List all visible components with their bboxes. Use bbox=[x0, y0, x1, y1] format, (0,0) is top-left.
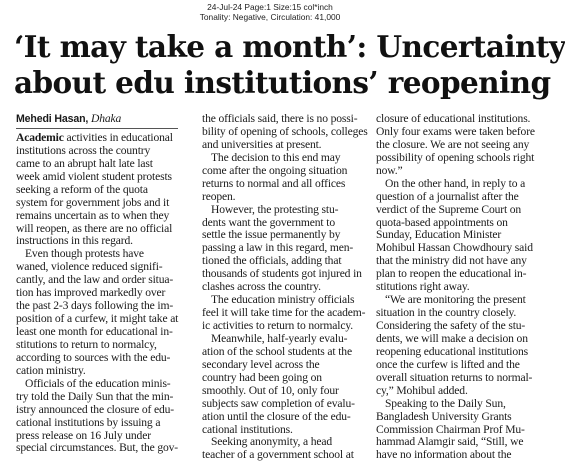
article-line: subjects saw completion of evalu- bbox=[202, 396, 355, 410]
article-line: try told the Daily Sun that the min- bbox=[16, 389, 174, 403]
headline-line-2: about edu institutions’ reopening bbox=[14, 65, 551, 100]
article-line: possibility of opening schools right bbox=[376, 150, 535, 164]
article-line: stitutions to return to normalcy, bbox=[16, 337, 157, 351]
article-line: hammad Alamgir said, “Still, we bbox=[376, 435, 524, 449]
article-line: the closure. We are not seeing any bbox=[376, 137, 530, 151]
article-line: bility of opening of schools, colleges bbox=[202, 124, 368, 138]
clipping-meta-date-size: 24-Jul-24 Page:1 Size:15 col*inch bbox=[207, 2, 333, 12]
byline-author: Mehedi Hasan, bbox=[16, 113, 89, 125]
article-line: Speaking to the Daily Sun, bbox=[385, 396, 506, 410]
article-line: Sunday, Education Minister bbox=[376, 228, 502, 242]
article-column-2 bbox=[202, 113, 370, 462]
article-column-3 bbox=[376, 113, 544, 462]
article-line: “We are monitoring the present bbox=[385, 293, 526, 307]
article-line: istry announced the closure of edu- bbox=[16, 402, 174, 416]
article-line: The decision to this end may bbox=[211, 150, 341, 164]
article-line: cation ministry. bbox=[16, 363, 86, 377]
article-line: cational institutions by issuing a bbox=[16, 415, 161, 429]
article-line: that the ministry did not have any bbox=[376, 254, 527, 268]
article-line: have no information about the bbox=[376, 448, 512, 462]
article-line: come after the ongoing situation bbox=[202, 163, 348, 177]
article-line: institutions across the country bbox=[16, 143, 151, 157]
article-line: closure of educational institutions. bbox=[376, 112, 531, 125]
article-line: Commission Chairman Prof Mu- bbox=[376, 422, 525, 436]
article-line bbox=[16, 132, 184, 145]
article-line: teacher of a government school at bbox=[202, 448, 354, 462]
article-line: waned, violence reduced signifi- bbox=[16, 260, 163, 274]
article-line: passing a law in this regard, men- bbox=[202, 241, 354, 255]
article-line: press release on 16 July under bbox=[16, 428, 151, 442]
article-line: Officials of the education minis- bbox=[25, 376, 171, 390]
article-line: dents want the government to bbox=[202, 215, 335, 229]
article-line: ation of the school students at the bbox=[202, 344, 352, 358]
article-line: feel it will take time for the academ- bbox=[202, 306, 366, 320]
article-line: cy,” Mohibul added. bbox=[376, 383, 468, 397]
article-line: Bangladesh University Grants bbox=[376, 409, 512, 423]
byline bbox=[16, 113, 184, 126]
article-line: Even though protests have bbox=[25, 247, 144, 261]
article-line-text: activities in educational bbox=[66, 130, 173, 144]
article-line: instructions in this regard. bbox=[16, 234, 133, 248]
article-line: tioned the officials, adding that bbox=[202, 254, 342, 268]
article-line: week amid violent student protests bbox=[16, 169, 172, 183]
headline-line-1: ‘It may take a month’: Uncertainty bbox=[14, 29, 565, 64]
article-line: situation in the country closely. bbox=[376, 306, 517, 320]
article-line: Seeking anonymity, a head bbox=[211, 435, 333, 449]
article-line: Mohibul Hassan Chowdhoury said bbox=[376, 241, 533, 255]
article-body bbox=[16, 112, 535, 462]
article-line: reopen. bbox=[202, 189, 236, 203]
article-line: thousands of students got injured in bbox=[202, 267, 362, 281]
article-line: special circumstances. But, the gov- bbox=[16, 441, 179, 455]
lead-word: Academic bbox=[16, 130, 64, 144]
article-line: the past 2-3 days following the im- bbox=[16, 299, 174, 313]
article-line: Considering the safety of the stu- bbox=[376, 319, 526, 332]
article-line: stitutions right away. bbox=[376, 280, 470, 294]
article-line: quota-based appointments on bbox=[376, 215, 508, 229]
article-line: position of a curfew, it might take at bbox=[16, 312, 179, 326]
article-line: However, the protesting stu- bbox=[211, 202, 339, 216]
article-line: settle the issue permanently by bbox=[202, 228, 341, 242]
article-line: secondary level across the bbox=[202, 357, 320, 371]
article-line: and universities at present. bbox=[202, 137, 322, 151]
article-line: seeking a reform of the quota bbox=[16, 182, 148, 196]
article-line: now.” bbox=[376, 163, 403, 177]
article-line: once the curfew is lifted and the bbox=[376, 357, 520, 371]
byline-city: Dhaka bbox=[90, 112, 122, 125]
article-line: system for government jobs and it bbox=[16, 195, 170, 209]
article-line: reopening educational institutions bbox=[376, 344, 529, 358]
article-line: will reopen, as there are no official bbox=[16, 221, 173, 235]
article-line: Meanwhile, half-yearly evalu- bbox=[211, 331, 348, 345]
article-line: plan to reopen the educational in- bbox=[376, 267, 527, 281]
article-line: clashes across the country. bbox=[202, 280, 321, 294]
article-line: smoothly. Out of 10, only four bbox=[202, 383, 339, 397]
article-line: cantly, and the law and order situa- bbox=[16, 273, 174, 287]
article-line: returns to normal and all offices bbox=[202, 176, 346, 190]
article-line: dents, we will make a decision on bbox=[376, 331, 528, 345]
article-line: cational institutions. bbox=[202, 422, 293, 436]
article-line: country had been going on bbox=[202, 370, 322, 384]
article-line: question of a journalist after the bbox=[376, 189, 519, 203]
article-line: overall situation returns to normal- bbox=[376, 370, 533, 384]
article-line: ation until the closure of the edu- bbox=[202, 409, 351, 423]
article-column-1 bbox=[16, 113, 184, 455]
article-line: The education ministry officials bbox=[211, 293, 355, 307]
article-line: came to an abrupt halt late last bbox=[16, 156, 153, 170]
article-line: least one month for educational in- bbox=[16, 325, 173, 338]
article-line: Only four exams were taken before bbox=[376, 124, 535, 138]
article-line: ic activities to return to normalcy. bbox=[202, 319, 353, 332]
article-line: tion has improved markedly over bbox=[16, 286, 166, 300]
article-line: verdict of the Supreme Court on bbox=[376, 202, 522, 216]
clipping-meta-tonality: Tonality: Negative, Circulation: 41,000 bbox=[199, 12, 341, 22]
article-line: On the other hand, in reply to a bbox=[385, 176, 526, 190]
article-line: the officials said, there is no possi- bbox=[202, 112, 358, 125]
article-line: according to sources with the edu- bbox=[16, 350, 171, 364]
article-line: remains uncertain as to when they bbox=[16, 208, 170, 222]
